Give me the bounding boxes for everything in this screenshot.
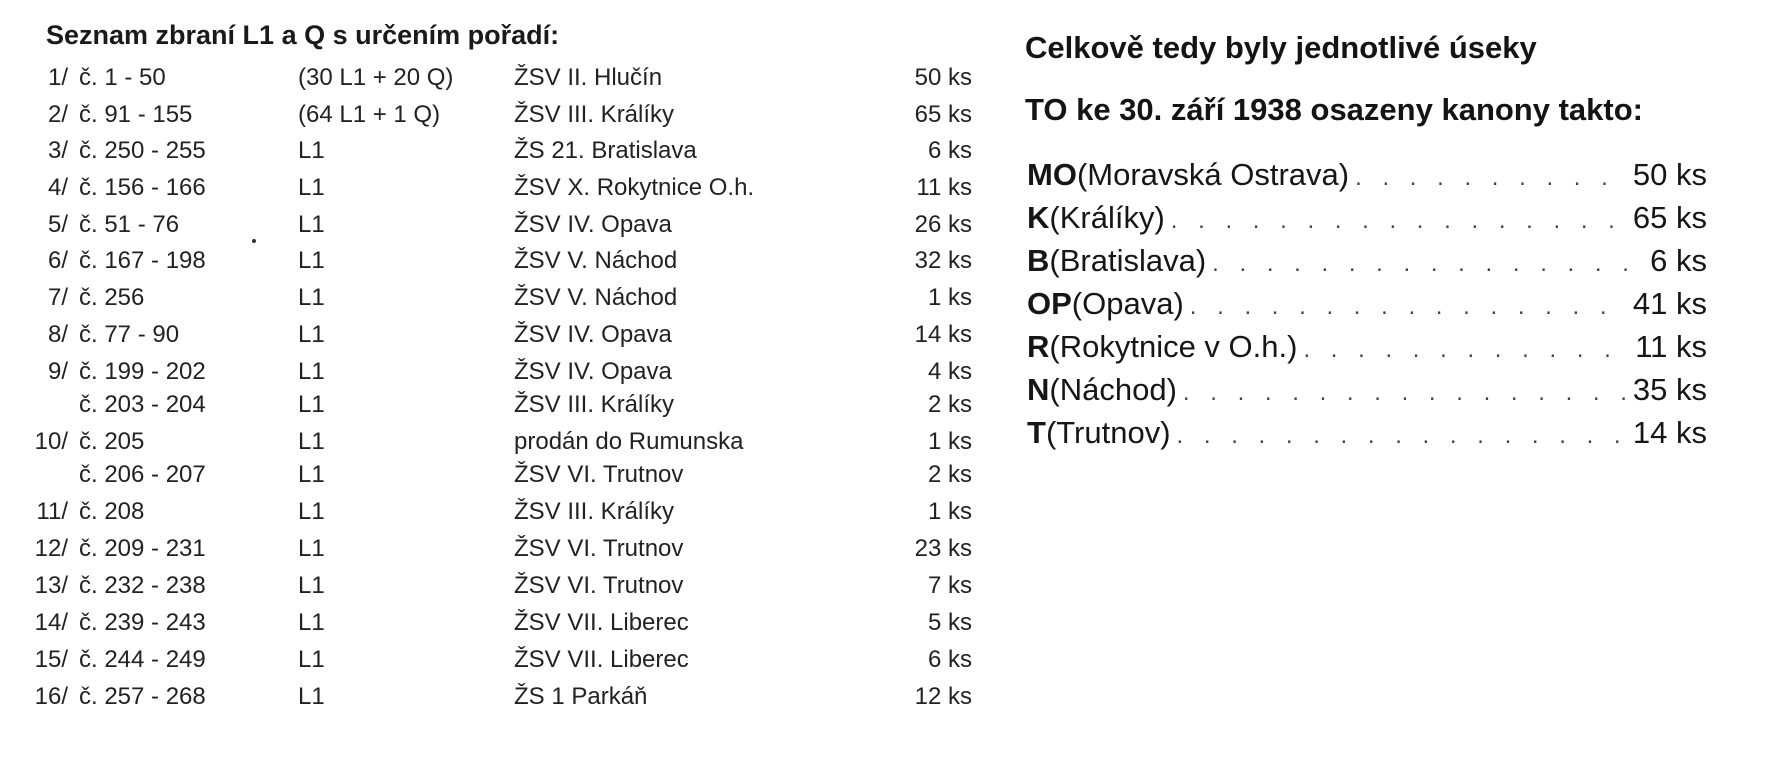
row-count: 5 ks: [927, 609, 972, 636]
row-destination: ŽSV III. Králíky: [514, 101, 675, 128]
row-number-range: č. 244 - 249: [79, 646, 206, 673]
row-number-range: č. 206 - 207: [79, 461, 206, 488]
row-number-range: č. 1 - 50: [79, 64, 166, 91]
summary-name: (Králíky): [1049, 200, 1165, 235]
summary-value: 35 ks: [1632, 372, 1707, 407]
dot-leader: [1177, 422, 1627, 450]
row-count: 50 ks: [914, 64, 972, 91]
row-index: 1/: [47, 64, 68, 91]
row-count: 65 ks: [914, 101, 972, 128]
row-count: 12 ks: [914, 683, 972, 710]
row-count: 1 ks: [927, 428, 972, 455]
row-destination: ŽSV VI. Trutnov: [514, 572, 684, 599]
row-count: 6 ks: [927, 137, 972, 164]
table-row: [0, 498, 1000, 534]
row-type: L1: [298, 358, 325, 385]
row-destination: ŽSV VI. Trutnov: [514, 461, 684, 488]
dot-leader: [1212, 250, 1644, 278]
row-destination: ŽSV VI. Trutnov: [514, 535, 684, 562]
summary-name: (Náchod): [1049, 372, 1177, 407]
table-row: [0, 461, 1000, 497]
row-number-range: č. 203 - 204: [79, 391, 206, 418]
row-type: L1: [298, 535, 325, 562]
summary-code: N: [1027, 372, 1050, 407]
row-destination: ŽS 21. Bratislava: [514, 137, 697, 164]
table-row: [0, 646, 1000, 682]
row-destination: ŽS 1 Parkáň: [514, 683, 648, 710]
table-row: [0, 535, 1000, 571]
summary-item: [1027, 200, 1707, 244]
table-row: [0, 358, 1000, 394]
summary-value: 65 ks: [1632, 200, 1707, 235]
summary-value: 14 ks: [1632, 415, 1707, 450]
row-type: L1: [298, 174, 325, 201]
row-type: L1: [298, 211, 325, 238]
row-destination: ŽSV III. Králíky: [514, 391, 675, 418]
row-index: 11/: [36, 498, 68, 525]
table-row: [0, 101, 1000, 137]
row-index: 6/: [47, 247, 68, 274]
table-row: [0, 174, 1000, 210]
row-type: L1: [298, 428, 325, 455]
row-index: 15/: [34, 646, 68, 673]
summary-name: (Rokytnice v O.h.): [1049, 329, 1298, 364]
summary-value: 50 ks: [1632, 157, 1707, 192]
row-destination: ŽSV V. Náchod: [514, 284, 678, 311]
summary-item: [1027, 415, 1707, 459]
row-type: L1: [298, 572, 325, 599]
summary-code: OP: [1027, 286, 1072, 321]
row-index: 10/: [34, 428, 68, 455]
dot-leader: [1303, 336, 1629, 364]
summary-panel: [1010, 0, 1777, 764]
row-index: 9/: [47, 358, 68, 385]
summary-item: [1027, 243, 1707, 287]
row-type: L1: [298, 321, 325, 348]
row-destination: ŽSV X. Rokytnice O.h.: [514, 174, 755, 201]
row-number-range: č. 209 - 231: [79, 535, 206, 562]
row-index: 16/: [34, 683, 68, 710]
row-number-range: č. 256: [79, 284, 145, 311]
summary-item: [1027, 157, 1707, 201]
summary-name: (Trutnov): [1045, 415, 1171, 450]
row-count: 1 ks: [927, 284, 972, 311]
summary-item: [1027, 286, 1707, 330]
table-row: [0, 137, 1000, 173]
row-destination: prodán do Rumunska: [514, 428, 744, 455]
row-type: L1: [298, 461, 325, 488]
row-number-range: č. 232 - 238: [79, 572, 206, 599]
row-type: L1: [298, 609, 325, 636]
row-type: L1: [298, 498, 325, 525]
row-destination: ŽSV VII. Liberec: [514, 646, 689, 673]
row-count: 2 ks: [927, 391, 972, 418]
row-count: 26 ks: [914, 211, 972, 238]
row-destination: ŽSV II. Hlučín: [514, 64, 663, 91]
table-row: [0, 428, 1000, 464]
table-row: [0, 64, 1000, 100]
table-row: [0, 391, 1000, 427]
row-type: L1: [298, 247, 325, 274]
row-index: 4/: [47, 174, 68, 201]
row-count: 14 ks: [914, 321, 972, 348]
row-index: 5/: [47, 211, 68, 238]
row-index: 12/: [34, 535, 68, 562]
row-type: L1: [298, 683, 325, 710]
summary-item: [1027, 372, 1707, 416]
row-number-range: č. 257 - 268: [79, 683, 206, 710]
row-number-range: č. 205: [79, 428, 145, 455]
table-row: [0, 321, 1000, 357]
row-index: 3/: [47, 137, 68, 164]
row-type: L1: [298, 284, 325, 311]
dot-leader: [1171, 207, 1627, 235]
summary-name: (Moravská Ostrava): [1076, 157, 1350, 192]
row-destination: ŽSV V. Náchod: [514, 247, 678, 274]
row-index: 7/: [47, 284, 68, 311]
row-type: (64 L1 + 1 Q): [298, 101, 441, 128]
table-row: [0, 572, 1000, 608]
row-count: 32 ks: [914, 247, 972, 274]
row-count: 2 ks: [927, 461, 972, 488]
summary-value: 11 ks: [1635, 329, 1707, 364]
summary-title-line-2: TO ke 30. září 1938 osazeny kanony takto:: [1025, 92, 1643, 127]
summary-name: (Opava): [1071, 286, 1184, 321]
table-row: [0, 683, 1000, 719]
summary-code: K: [1027, 200, 1050, 235]
row-number-range: č. 250 - 255: [79, 137, 206, 164]
row-count: 23 ks: [914, 535, 972, 562]
row-type: (30 L1 + 20 Q): [298, 64, 454, 91]
row-destination: ŽSV IV. Opava: [514, 321, 672, 348]
summary-code: R: [1027, 329, 1050, 364]
row-count: 7 ks: [927, 572, 972, 599]
table-row: [0, 609, 1000, 645]
row-number-range: č. 77 - 90: [79, 321, 180, 348]
table-row: [0, 211, 1000, 247]
row-index: 13/: [34, 572, 68, 599]
table-row: [0, 284, 1000, 320]
row-type: L1: [298, 137, 325, 164]
dot-leader: [1183, 379, 1627, 407]
row-number-range: č. 91 - 155: [79, 101, 193, 128]
summary-name: (Bratislava): [1049, 243, 1207, 278]
row-count: 1 ks: [927, 498, 972, 525]
row-number-range: č. 208: [79, 498, 145, 525]
row-index: 14/: [34, 609, 68, 636]
row-destination: ŽSV IV. Opava: [514, 211, 672, 238]
summary-item: [1027, 329, 1707, 373]
row-number-range: č. 51 - 76: [79, 211, 180, 238]
row-count: 6 ks: [927, 646, 972, 673]
dot-leader: [1355, 164, 1627, 192]
row-number-range: č. 156 - 166: [79, 174, 206, 201]
row-destination: ŽSV IV. Opava: [514, 358, 672, 385]
summary-title-line-1: Celkově tedy byly jednotlivé úseky: [1025, 30, 1537, 65]
row-type: L1: [298, 646, 325, 673]
summary-code: MO: [1027, 157, 1077, 192]
row-number-range: č. 199 - 202: [79, 358, 206, 385]
list-title: Seznam zbraní L1 a Q s určením pořadí:: [46, 20, 560, 50]
summary-value: 41 ks: [1632, 286, 1707, 321]
dot-leader: [1190, 293, 1627, 321]
row-number-range: č. 239 - 243: [79, 609, 206, 636]
table-row: [0, 247, 1000, 283]
summary-code: B: [1027, 243, 1050, 278]
row-count: 11 ks: [916, 174, 972, 201]
stray-dot: [252, 239, 256, 243]
summary-value: 6 ks: [1650, 243, 1707, 278]
row-count: 4 ks: [927, 358, 972, 385]
summary-code: T: [1027, 415, 1046, 450]
row-destination: ŽSV VII. Liberec: [514, 609, 689, 636]
row-destination: ŽSV III. Králíky: [514, 498, 675, 525]
row-type: L1: [298, 391, 325, 418]
row-index: 8/: [47, 321, 68, 348]
row-number-range: č. 167 - 198: [79, 247, 206, 274]
row-index: 2/: [47, 101, 68, 128]
